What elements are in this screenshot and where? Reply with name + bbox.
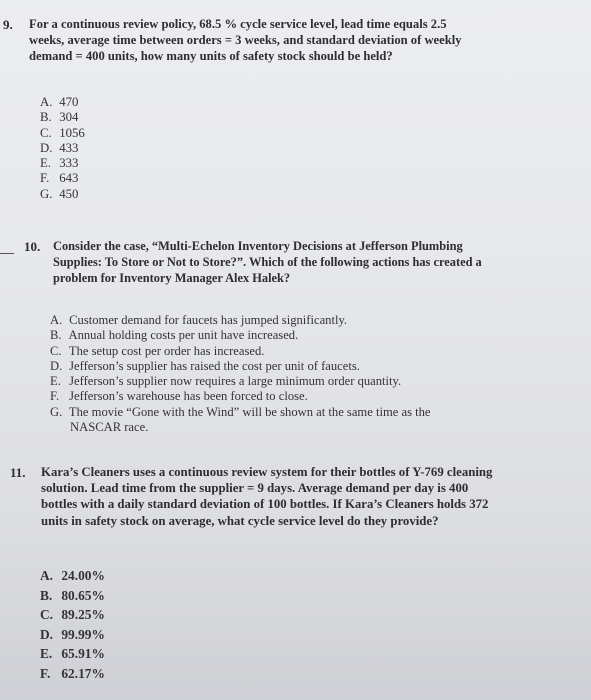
option-text: 643 xyxy=(59,171,79,186)
option-text: The setup cost per order has increased. xyxy=(68,343,265,358)
option-letter: D. xyxy=(40,140,53,155)
option-text: Jefferson’s supplier has raised the cost per unit of faucets. xyxy=(69,358,360,373)
question-line: units in safety stock on average, what cycle service level do they provide? xyxy=(41,513,439,528)
answer-option-g xyxy=(50,405,431,420)
answer-option-b xyxy=(50,328,431,343)
question-line: weeks, average time between orders = 3 weeks, and standard deviation of weekly xyxy=(29,33,462,47)
answer-option-d xyxy=(50,359,431,374)
question-line: bottles with a daily standard deviation of 100 bottles. If Kara’s Cleaners holds 372 xyxy=(41,497,489,512)
answer-option-a xyxy=(40,95,85,110)
option-text: 80.65% xyxy=(61,587,105,603)
option-text: Jefferson’s warehouse has been forced to close. xyxy=(69,389,308,404)
option-letter: B. xyxy=(50,328,62,343)
option-letter: E. xyxy=(40,646,53,661)
option-letter: C. xyxy=(40,607,54,622)
question-line: Kara’s Cleaners uses a continuous review system for their bottles of Y-769 cleaning xyxy=(41,465,493,479)
option-letter: E. xyxy=(40,156,52,171)
answer-option-a xyxy=(40,566,105,586)
answer-option-f xyxy=(40,664,105,684)
option-text: Jefferson’s supplier now requires a large minimum order quantity. xyxy=(69,374,402,389)
question-line: problem for Inventory Manager Alex Halek? xyxy=(53,271,291,285)
option-text: 450 xyxy=(59,186,79,201)
answer-option-a xyxy=(50,313,431,328)
question-line: demand = 400 units, how many units of safety stock should be held? xyxy=(29,49,393,63)
option-letter: F. xyxy=(50,389,60,404)
question-line: Consider the case, “Multi-Echelon Inventory Decisions at Jefferson Plumbing xyxy=(53,239,463,253)
answer-option-d xyxy=(40,625,105,645)
option-text: 333 xyxy=(59,156,79,171)
answer-option-g-continuation: NASCAR race. xyxy=(70,420,149,435)
answer-option-d xyxy=(40,141,85,156)
option-text: 62.17% xyxy=(61,665,105,681)
option-letter: G. xyxy=(40,186,53,201)
option-text: 304 xyxy=(59,110,79,125)
question-line: Supplies: To Store or Not to Store?”. Which of the following actions has created a xyxy=(53,255,482,269)
option-letter: A. xyxy=(40,568,54,583)
option-text: 433 xyxy=(59,140,79,155)
option-letter: C. xyxy=(50,343,62,358)
option-text: 99.99% xyxy=(61,626,105,642)
option-letter: F. xyxy=(40,665,51,681)
option-text: 89.25% xyxy=(61,607,105,622)
answer-option-f xyxy=(40,171,85,186)
answer-option-f xyxy=(50,389,431,404)
answer-option-c xyxy=(40,605,105,625)
option-letter: F. xyxy=(40,171,50,186)
answer-option-c xyxy=(40,126,85,141)
answer-options xyxy=(40,566,105,683)
question-line: For a continuous review policy, 68.5 % cycle service level, lead time equals 2.5 xyxy=(29,17,447,31)
question-number: 10. xyxy=(24,239,41,254)
question-line: solution. Lead time from the supplier = 9 days. Average demand per day is 400 xyxy=(41,481,469,496)
question-text xyxy=(29,16,462,64)
option-text: 1056 xyxy=(59,125,85,140)
option-letter: D. xyxy=(40,626,54,642)
option-text: Customer demand for faucets has jumped significantly. xyxy=(69,313,348,327)
option-letter: A. xyxy=(50,313,63,327)
question-number: 11. xyxy=(10,465,26,480)
answer-option-g xyxy=(40,187,85,202)
answer-option-e xyxy=(50,374,431,389)
question-text xyxy=(41,464,492,529)
question-number: 9. xyxy=(3,17,13,32)
option-letter: C. xyxy=(40,125,52,140)
option-text: 24.00% xyxy=(61,568,105,583)
answer-option-e xyxy=(40,644,105,664)
option-letter: A. xyxy=(40,95,53,109)
answer-option-b xyxy=(40,586,105,606)
option-text: 470 xyxy=(59,95,79,109)
option-text: 65.91% xyxy=(61,646,105,661)
option-letter: B. xyxy=(40,110,52,125)
answer-options xyxy=(50,313,431,435)
option-text: The movie “Gone with the Wind” will be shown at the same time as the xyxy=(68,404,431,419)
question-text xyxy=(53,238,482,286)
answer-option-b xyxy=(40,110,85,125)
option-text: Annual holding costs per unit have increased. xyxy=(68,328,299,343)
answer-option-e xyxy=(40,156,85,171)
answer-option-c xyxy=(50,344,431,359)
answer-options xyxy=(40,95,85,202)
answer-blank-line xyxy=(0,253,14,254)
option-letter: B. xyxy=(40,587,53,603)
option-letter: G. xyxy=(50,404,63,419)
option-letter: E. xyxy=(50,374,61,389)
option-letter: D. xyxy=(50,358,63,373)
